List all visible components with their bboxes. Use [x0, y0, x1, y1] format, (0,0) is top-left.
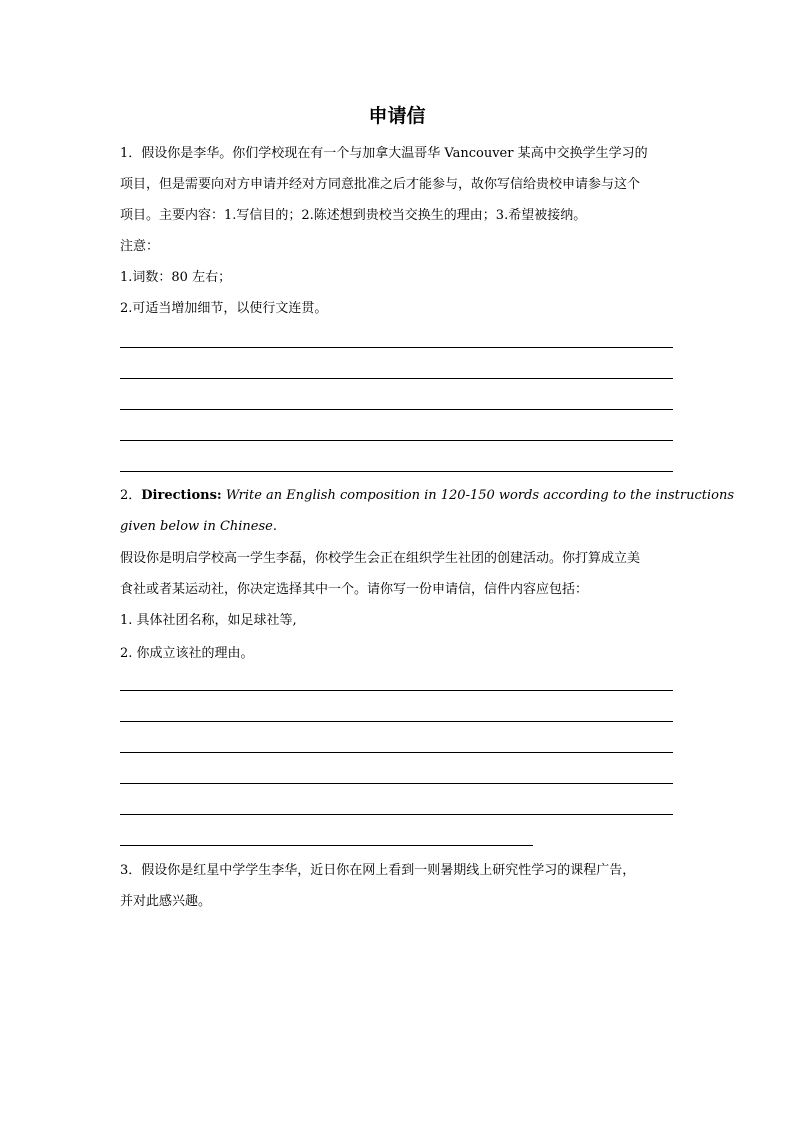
answer-line	[120, 814, 673, 815]
q1-line-3: 项目。主要内容：1.写信目的；2.陈述想到贵校当交换生的理由；3.希望被接纳。	[120, 208, 587, 223]
q1-line-2: 项目，但是需要向对方申请并经对方同意批准之后才能参与，故你写信给贵校申请参与这个	[120, 177, 641, 192]
q2-line-2: 食社或者某运动社，你决定选择其中一个。请你写一份申请信，信件内容应包括：	[120, 582, 589, 597]
q1-note-2: 2.可适当增加细节，以使行文连贯。	[120, 301, 328, 316]
q1-line-1: 1．假设你是李华。你们学校现在有一个与加拿大温哥华 Vancouver 某高中交换学生学习的	[120, 146, 648, 161]
q2-directions-line-1	[120, 486, 735, 506]
answer-line	[120, 378, 673, 379]
answer-line	[120, 752, 673, 753]
answer-line	[120, 347, 673, 348]
q3-line-2: 并对此感兴趣。	[120, 894, 212, 909]
answer-line	[120, 440, 673, 441]
answer-line	[120, 845, 533, 846]
q2-directions-line-2: given below in Chinese.	[120, 519, 277, 534]
answer-line	[120, 690, 673, 691]
q2-directions-text: Write an English composition in 120-150 words according to the instructions	[221, 488, 735, 503]
q3-line-1: 3．假设你是红星中学学生李华，近日你在网上看到一则暑期线上研究性学习的课程广告，	[120, 863, 636, 878]
q1-note-1: 1.词数：80 左右；	[120, 270, 232, 285]
answer-line	[120, 783, 673, 784]
q2-item-2: 2. 你成立该社的理由。	[120, 646, 254, 661]
q2-item-1: 1. 具体社团名称，如足球社等,	[120, 613, 297, 628]
q2-directions-label: Directions:	[141, 488, 222, 503]
page-title: 申请信	[368, 105, 426, 127]
answer-line	[120, 721, 673, 722]
q2-number: 2．	[120, 488, 142, 503]
q1-note-label: 注意：	[120, 239, 160, 254]
q2-line-1: 假设你是明启学校高一学生李磊，你校学生会正在组织学生社团的创建活动。你打算成立美	[120, 551, 641, 566]
answer-line	[120, 409, 673, 410]
answer-line	[120, 471, 673, 472]
